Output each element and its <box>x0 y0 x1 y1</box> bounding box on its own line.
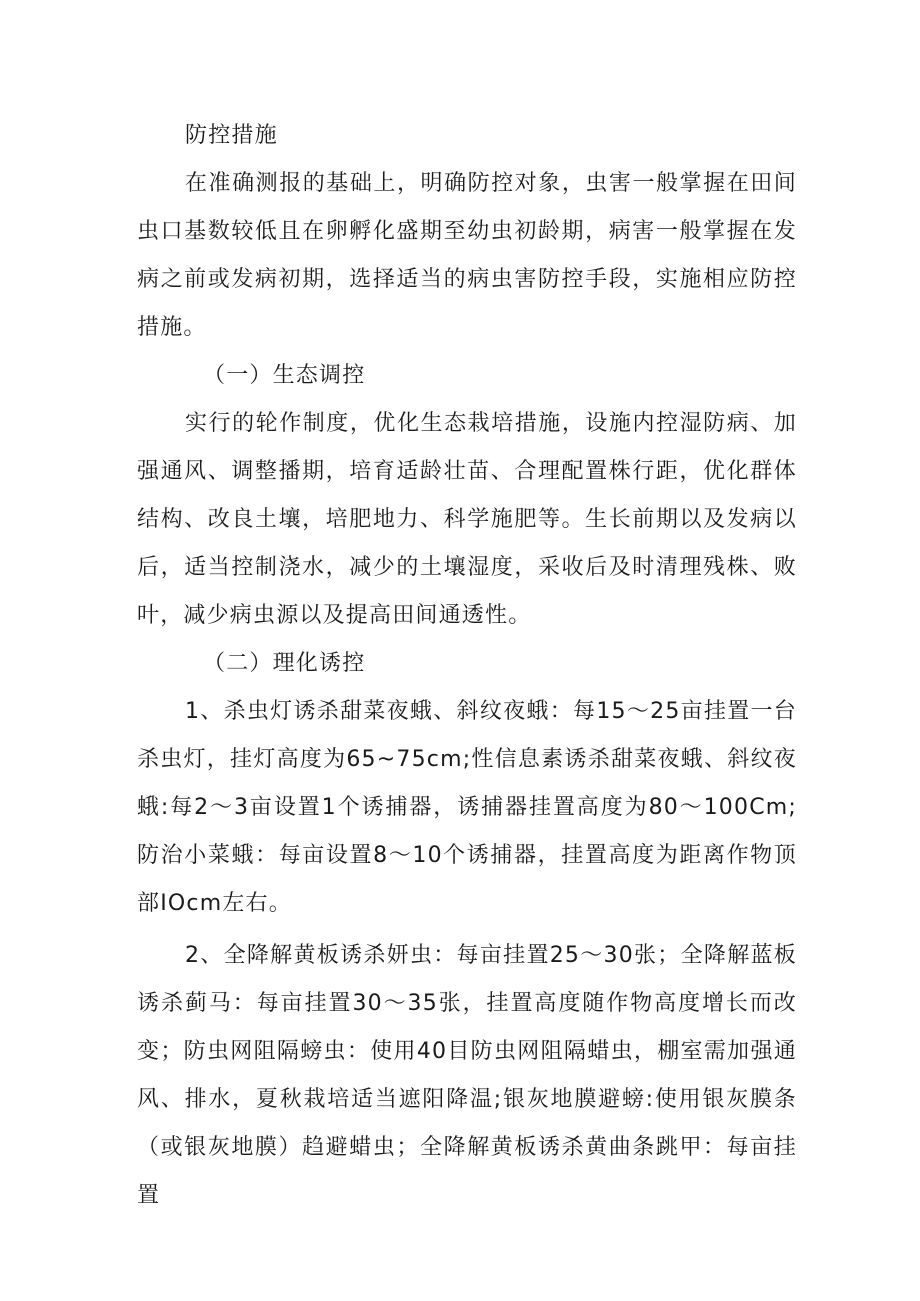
document-body <box>137 112 797 1220</box>
ecological-control-paragraph: 实行的轮作制度，优化生态栽培措施，设施内控湿防病、加强通风、调整播期，培育适龄壮苗、合理配置株行距，优化群体结构、改良土壤，培肥地力、科学施肥等。生长前期以及发病以后，适当控制浇水，减少的土壤湿度，采收后及时清理残株、败叶，减少病虫源以及提高田间通透性。 <box>137 411 797 628</box>
item-1-paragraph: 1、杀虫灯诱杀甜菜夜蛾、斜纹夜蛾：每15〜25亩挂置一台杀虫灯，挂灯高度为65~75cm;性信息素诱杀甜菜夜蛾、斜纹夜蛾:每2〜3亩设置1个诱捕器，诱捕器挂置高度为80〜100Cm;防治小菜蛾：每亩设置8〜10个诱捕器，挂置高度为距离作物顶部IOcm左右。 <box>137 699 797 916</box>
intro-paragraph: 在准确测报的基础上，明确防控对象，虫害一般掌握在田间虫口基数较低且在卵孵化盛期至幼虫初龄期，病害一般掌握在发病之前或发病初期，选择适当的病虫害防控手段，实施相应防控措施。 <box>137 171 797 340</box>
subsection-title-ecological-control: （一）生态调控 <box>203 363 366 388</box>
item-2-paragraph: 2、全降解黄板诱杀妍虫：每亩挂置25〜30张；全降解蓝板诱杀蓟马：每亩挂置30〜35张，挂置高度随作物高度增长而改变；防虫网阻隔螃虫：使用40目防虫网阻隔蜡虫，棚室需加强通风、排水，夏秋栽培适当遮阳降温;银灰地膜避螃:使用银灰膜条（或银灰地膜）趋避蜡虫；全降解黄板诱杀黄曲条跳甲：每亩挂置 <box>137 943 797 1208</box>
section-title: 防控措施 <box>185 123 278 148</box>
subsection-title-physical-chemical-control: （二）理化诱控 <box>203 651 366 676</box>
